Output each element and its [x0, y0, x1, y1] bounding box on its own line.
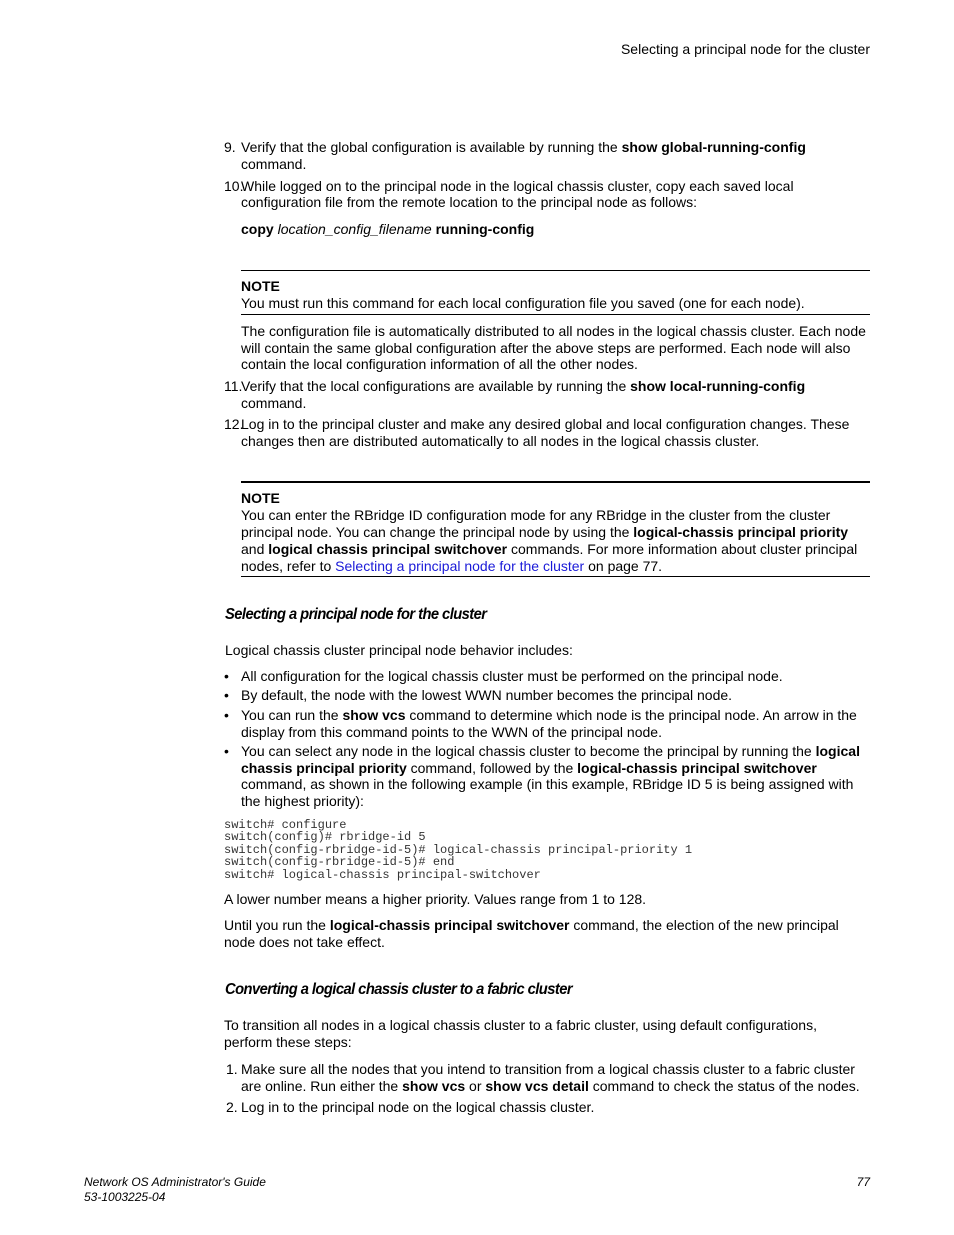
step-number: 9. — [224, 139, 236, 155]
footer-guide-title: Network OS Administrator's Guide — [84, 1175, 266, 1189]
code-line: switch(config-rbridge-id-5)# logical-chassis principal-priority 1 — [224, 843, 693, 857]
note-text: You can enter the RBridge ID configuration mode for any RBridge in the cluster from the cluster — [241, 507, 831, 523]
code-line: switch# configure — [224, 818, 347, 832]
note-text: You must run this command for each local configuration file you saved (one for each node). — [241, 295, 805, 311]
section-heading: Selecting a principal node for the cluster — [225, 606, 487, 623]
bullet-text: By default, the node with the lowest WWN number becomes the principal node. — [241, 687, 733, 703]
step-number: 1. — [226, 1061, 238, 1077]
step-number: 10. — [224, 178, 244, 194]
bullet-text-cont: display from this command points to the WWN of the principal node. — [241, 724, 662, 740]
section-intro: To transition all nodes in a logical chassis cluster to a fabric cluster, using default configurations, — [224, 1017, 817, 1033]
cross-reference-link[interactable]: Selecting a principal node for the cluster — [335, 558, 585, 574]
code-line: switch(config-rbridge-id-5)# end — [224, 855, 455, 869]
note-bottom-rule — [241, 576, 870, 577]
note-label: NOTE — [241, 490, 280, 506]
section-heading: Converting a logical chassis cluster to a fabric cluster — [225, 981, 573, 998]
running-header: Selecting a principal node for the cluster — [620, 41, 870, 57]
paragraph-line: node does not take effect. — [224, 934, 385, 950]
step-number: 11. — [224, 378, 243, 394]
bullet-marker: • — [224, 668, 229, 684]
bullet-marker: • — [224, 687, 229, 703]
note-text: and logical chassis principal switchover commands. For more information about cluster principal — [241, 541, 858, 557]
note-text: principal node. You can change the principal node by using the logical-chassis principal priority — [241, 524, 849, 540]
code-line: switch# logical-chassis principal-switchover — [224, 868, 541, 882]
paragraph-line: Until you run the logical-chassis principal switchover command, the election of the new principal — [224, 917, 839, 933]
footer-page-number: 77 — [856, 1175, 870, 1189]
note-text: nodes, refer to Selecting a principal node for the cluster on page 77. — [241, 558, 663, 574]
step-10-text: While logged on to the principal node in the logical chassis cluster, copy each saved local — [241, 178, 794, 194]
code-line: switch(config)# rbridge-id 5 — [224, 830, 426, 844]
bullet-text: You can select any node in the logical chassis cluster to become the principal by running the logical — [241, 743, 860, 759]
step-text-cont: are online. Run either the show vcs or show vcs detail command to check the status of the nodes. — [241, 1078, 860, 1094]
bullet-text-cont: chassis principal priority command, followed by the logical-chassis principal switchover — [241, 760, 817, 776]
bullet-marker: • — [224, 707, 229, 723]
step-number: 2. — [226, 1099, 238, 1115]
section-intro: perform these steps: — [224, 1034, 352, 1050]
step-10-cont: configuration file from the remote location to the principal node as follows: — [241, 194, 698, 210]
bullet-text-cont: command, as shown in the following example (in this example, RBridge ID 5 is being assigned with — [241, 776, 854, 792]
bullet-text-cont: the highest priority): — [241, 793, 364, 809]
section-intro: Logical chassis cluster principal node behavior includes: — [225, 642, 573, 658]
step-text: Make sure all the nodes that you intend to transition from a logical chassis cluster to a fabric cluster — [241, 1061, 855, 1077]
paragraph-line: The configuration file is automatically distributed to all nodes in the logical chassis cluster. Each node — [241, 323, 866, 339]
step-11-cont: command. — [241, 395, 307, 411]
paragraph-line: will contain the same global configuration after the above steps are performed. Each node will also — [241, 340, 851, 356]
paragraph-line: A lower number means a higher priority. Values range from 1 to 128. — [224, 891, 647, 907]
step-11-text: Verify that the local configurations are available by running the show local-running-config — [241, 378, 806, 394]
step-12-text: Log in to the principal cluster and make any desired global and local configuration changes. These — [241, 416, 850, 432]
step-number: 12. — [224, 416, 244, 432]
step-9-cont: command. — [241, 156, 307, 172]
paragraph-line: contain the local configuration information of all the other nodes. — [241, 356, 638, 372]
copy-command-syntax: copy location_config_filename running-config — [241, 221, 535, 237]
note-label: NOTE — [241, 278, 280, 294]
command-name: show global-running-config — [621, 139, 806, 155]
bullet-text: You can run the show vcs command to determine which node is the principal node. An arrow in the — [241, 707, 857, 723]
step-text: Log in to the principal node on the logical chassis cluster. — [241, 1099, 595, 1115]
note-top-rule — [241, 270, 870, 271]
bullet-text: All configuration for the logical chassis cluster must be performed on the principal node. — [241, 668, 783, 684]
step-12-cont: changes then are distributed automatically to all nodes in the logical chassis cluster. — [241, 433, 760, 449]
step-9-text: Verify that the global configuration is available by running the show global-running-config — [241, 139, 806, 155]
note-top-rule — [241, 481, 870, 483]
bullet-marker: • — [224, 743, 229, 759]
note-bottom-rule — [241, 314, 870, 315]
footer-doc-number: 53-1003225-04 — [84, 1190, 166, 1204]
